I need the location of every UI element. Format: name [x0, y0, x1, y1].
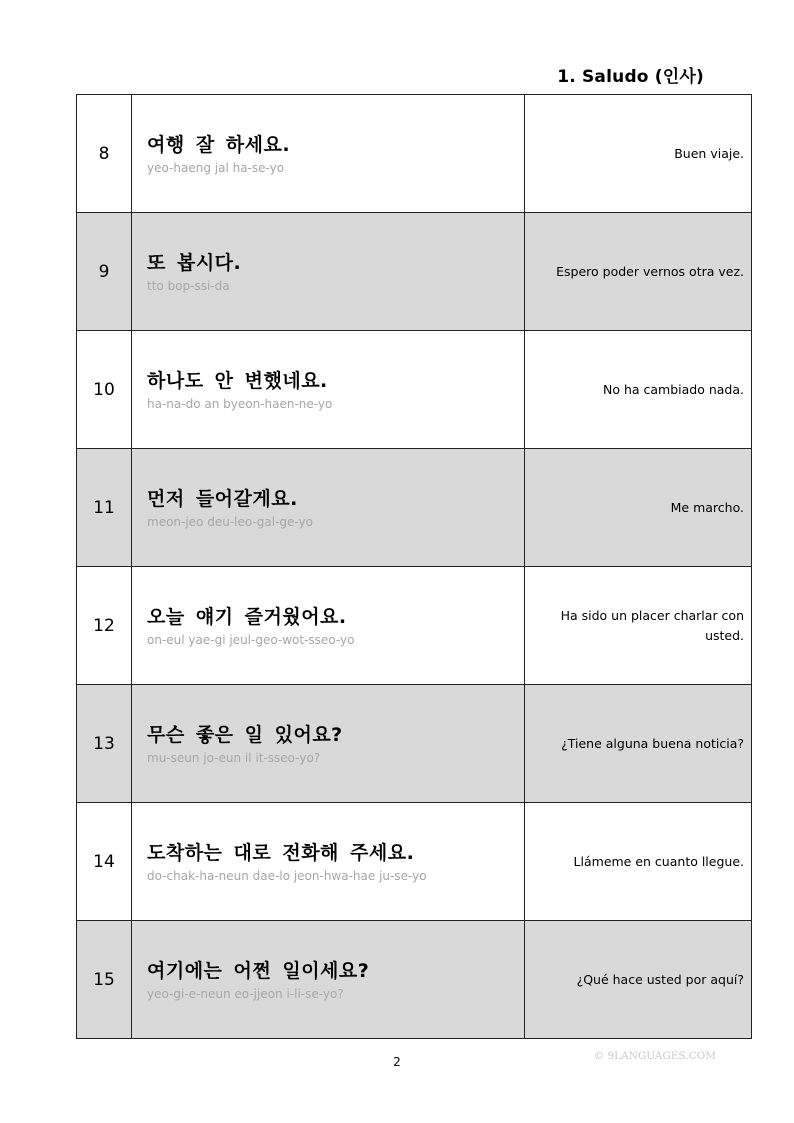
korean-cell: [132, 567, 525, 685]
row-number: 14: [77, 803, 132, 921]
korean-cell: [132, 685, 525, 803]
spanish-translation: Espero poder vernos otra vez.: [525, 213, 752, 331]
korean-phrase: 오늘 얘기 즐거웠어요.: [147, 606, 347, 628]
korean-phrase: 여기에는 어쩐 일이세요?: [147, 960, 370, 982]
row-number: 11: [77, 449, 132, 567]
korean-phrase: 먼저 들어갈게요.: [147, 488, 298, 510]
table-row: [77, 449, 752, 567]
spanish-translation: No ha cambiado nada.: [525, 331, 752, 449]
korean-phrase: 하나도 안 변했네요.: [147, 370, 328, 392]
romanization: on-eul yae-gi jeul-geo-wot-sseo-yo: [147, 633, 355, 647]
phrase-table: [76, 94, 752, 1039]
korean-phrase: 또 봅시다.: [147, 252, 242, 274]
table-row: [77, 803, 752, 921]
korean-cell: [132, 95, 525, 213]
romanization: tto bop-ssi-da: [147, 279, 230, 293]
row-number: 8: [77, 95, 132, 213]
korean-cell: [132, 803, 525, 921]
table-row: [77, 685, 752, 803]
korean-cell: [132, 213, 525, 331]
page-number: 2: [393, 1055, 401, 1069]
row-number: 12: [77, 567, 132, 685]
section-title: 1. Saludo (인사): [557, 67, 704, 87]
korean-cell: [132, 331, 525, 449]
spanish-translation: Buen viaje.: [525, 95, 752, 213]
korean-cell: [132, 921, 525, 1039]
copyright-notice: © 9LANGUAGES.COM: [593, 1050, 716, 1062]
korean-phrase: 도착하는 대로 전화해 주세요.: [147, 842, 415, 864]
table-row: [77, 331, 752, 449]
romanization: yeo-gi-e-neun eo-jjeon i-li-se-yo?: [147, 987, 344, 1001]
romanization: yeo-haeng jal ha-se-yo: [147, 161, 285, 175]
korean-phrase: 무슨 좋은 일 있어요?: [147, 724, 343, 746]
row-number: 10: [77, 331, 132, 449]
romanization: meon-jeo deu-leo-gal-ge-yo: [147, 515, 313, 529]
spanish-translation: Llámeme en cuanto llegue.: [525, 803, 752, 921]
korean-phrase: 여행 잘 하세요.: [147, 134, 291, 156]
spanish-translation: Me marcho.: [525, 449, 752, 567]
korean-cell: [132, 449, 525, 567]
row-number: 9: [77, 213, 132, 331]
spanish-translation: ¿Qué hace usted por aquí?: [525, 921, 752, 1039]
spanish-translation: ¿Tiene alguna buena noticia?: [525, 685, 752, 803]
row-number: 15: [77, 921, 132, 1039]
romanization: mu-seun jo-eun il it-sseo-yo?: [147, 751, 321, 765]
spanish-translation: Ha sido un placer charlar con usted.: [525, 567, 752, 685]
table-row: [77, 921, 752, 1039]
row-number: 13: [77, 685, 132, 803]
table-row: [77, 95, 752, 213]
romanization: do-chak-ha-neun dae-lo jeon-hwa-hae ju-se-yo: [147, 869, 427, 883]
table-row: [77, 213, 752, 331]
romanization: ha-na-do an byeon-haen-ne-yo: [147, 397, 333, 411]
table-row: [77, 567, 752, 685]
